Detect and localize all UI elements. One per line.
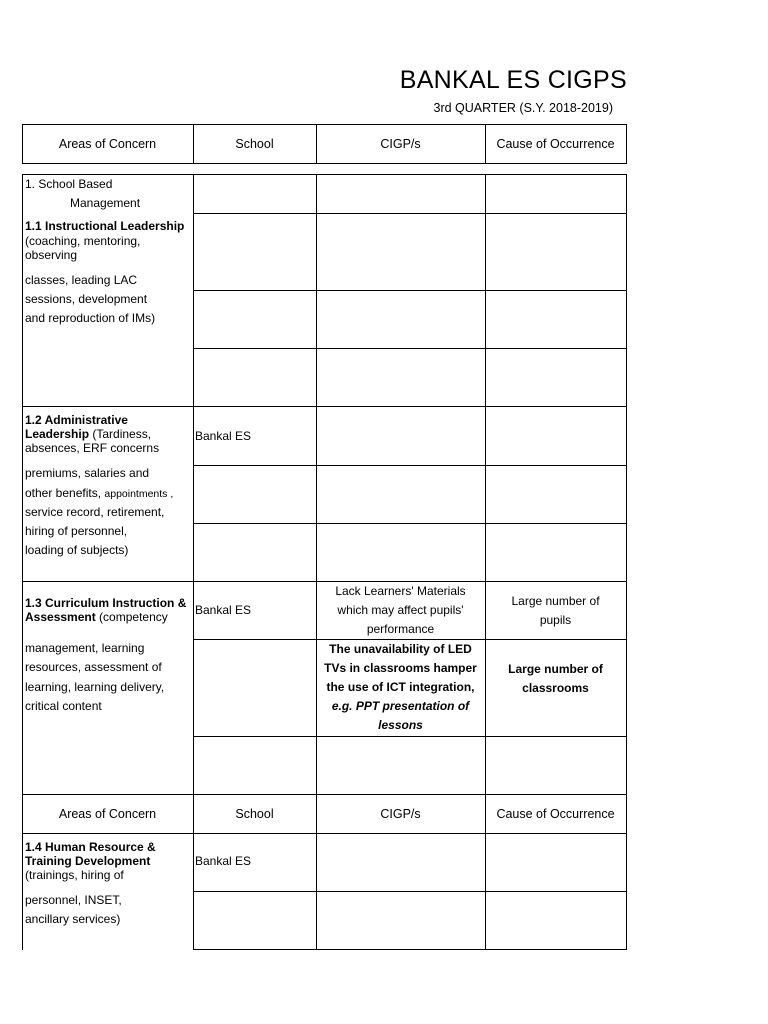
cause-line: classrooms (522, 681, 589, 695)
section-1-subtitle: Management (70, 196, 141, 210)
section-1-2-heading-bold: Leadership (25, 427, 90, 441)
cigp-line: performance (366, 622, 435, 636)
page-subtitle: 3rd QUARTER (S.Y. 2018-2019) (433, 101, 613, 115)
cause-line: Large number of (508, 662, 603, 676)
section-1-3-cigp-1 (316, 582, 485, 639)
cigp-line: Lack Learners' Materials (335, 584, 466, 598)
header-school: School (235, 807, 274, 821)
page-title: BANKAL ES CIGPS (399, 66, 627, 94)
section-1-3-heading-line2 (25, 610, 168, 624)
cigp-line: lessons (378, 718, 423, 732)
section-1-3-desc-line: resources, assessment of (25, 660, 162, 674)
cigp-line: the use of ICT integration, (326, 680, 475, 694)
section-1-1-heading: 1.1 Instructional Leadership (25, 219, 185, 233)
section-1-1-desc-line: and reproduction of IMs) (25, 311, 156, 325)
section-1-2-school: Bankal ES (195, 429, 252, 443)
section-1-4-heading: 1.4 Human Resource & (25, 840, 156, 854)
section-1-1-desc-line: sessions, development (25, 292, 148, 306)
section-1-3-desc-line: management, learning (25, 641, 145, 655)
header-school: School (235, 137, 274, 151)
section-1-2-desc-line: service record, retirement, (25, 505, 165, 519)
section-1-3-desc-line: critical content (25, 699, 102, 713)
section-1-4-school: Bankal ES (195, 854, 252, 868)
header-areas-of-concern: Areas of Concern (58, 137, 157, 151)
section-1-2-desc-line: hiring of personnel, (25, 524, 128, 538)
section-1-1-desc-line: (coaching, mentoring, (25, 234, 141, 248)
section-1-2-desc-line (25, 484, 173, 504)
section-1-3-heading: 1.3 Curriculum Instruction & (25, 596, 187, 610)
section-1-2-desc-part-small: appointments , (104, 488, 174, 500)
section-1-3-cause-2 (485, 659, 626, 699)
section-1-2-desc-line: absences, ERF concerns (25, 441, 160, 455)
section-1-3-heading-bold: Assessment (25, 610, 96, 624)
section-1-3-cigp-2 (316, 640, 485, 736)
cigp-line: The unavailability of LED (329, 642, 472, 656)
header-cigps: CIGP/s (380, 137, 421, 151)
section-1-2-desc-line: (Tardiness, (89, 427, 152, 441)
section-1-3-cause-1 (485, 582, 626, 639)
section-1-4-heading-line2: Training Development (25, 854, 151, 868)
section-1-1-desc-line: observing (25, 248, 78, 262)
section-1-2-heading-line2 (25, 427, 151, 441)
cause-line: pupils (539, 612, 572, 627)
section-1-3-desc-line: learning, learning delivery, (25, 680, 165, 694)
header-areas-of-concern: Areas of Concern (58, 807, 157, 821)
section-1-4-desc-line: ancillary services) (25, 912, 121, 926)
header-cigps: CIGP/s (380, 807, 421, 821)
section-1-4-desc-line: (trainings, hiring of (25, 868, 124, 882)
section-1-3-desc-part: (competency (95, 610, 168, 624)
section-1-2-desc-line: loading of subjects) (25, 543, 129, 557)
section-1-1-desc-line: classes, leading LAC (25, 273, 138, 287)
cause-line: Large number of (511, 593, 600, 608)
header-cause-of-occurrence: Cause of Occurrence (496, 137, 615, 151)
section-1-4-desc-line: personnel, INSET, (25, 893, 122, 907)
cigp-line: TVs in classrooms hamper (324, 661, 477, 675)
header-cause-of-occurrence: Cause of Occurrence (496, 807, 615, 821)
section-1-2-desc-line: premiums, salaries and (25, 466, 150, 480)
section-1-3-school: Bankal ES (195, 603, 252, 617)
cigp-line: which may affect pupils' (337, 603, 464, 617)
section-1-2-heading: 1.2 Administrative (25, 413, 128, 427)
cigp-line: e.g. PPT presentation of (331, 699, 470, 713)
section-1-2-desc-part: other benefits, (25, 486, 105, 500)
section-1-title: 1. School Based (25, 177, 113, 191)
